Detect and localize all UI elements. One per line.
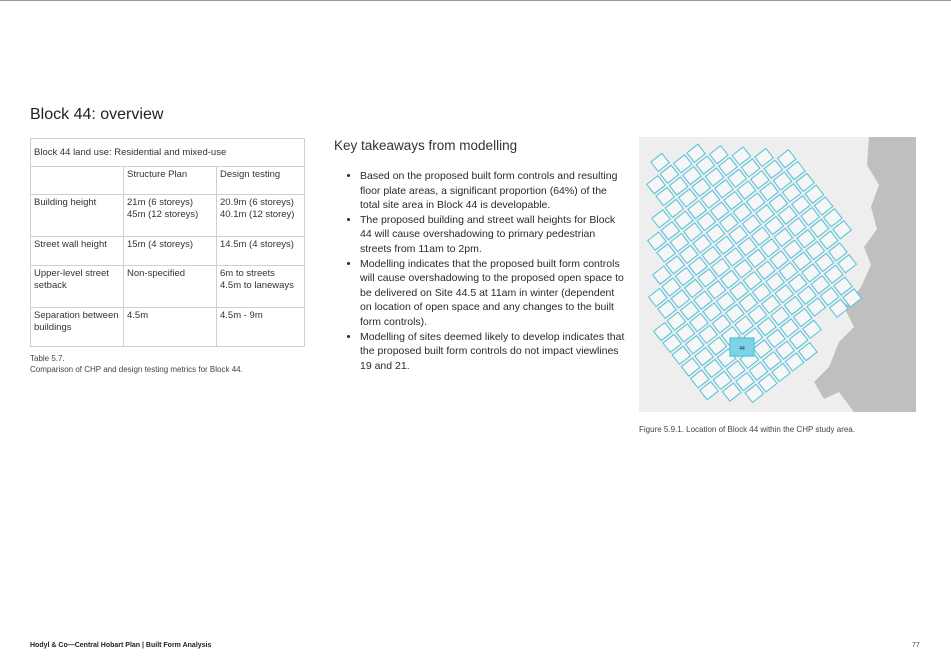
cell-line: 4.5m to laneways [220,280,294,291]
table-land-use-cell: Block 44 land use: Residential and mixed-use [31,139,305,167]
cell-line: 4.5m [127,310,149,321]
map-graphic [639,137,916,412]
table-row [31,266,305,308]
takeaways-heading: Key takeaways from modelling [334,138,518,153]
table-row [31,308,305,347]
design-testing-cell [217,266,305,308]
page-title: Block 44: overview [30,106,164,123]
row-label: Building height [31,195,124,237]
table-caption [30,353,243,375]
page-number: 77 [912,642,920,649]
cell-line: 20.9m (6 storeys) [220,197,294,208]
structure-plan-cell [124,237,217,266]
table-caption-number: Table 5.7. [30,354,65,363]
row-label: Street wall height [31,237,124,266]
takeaways-list [346,169,628,373]
table-caption-row [31,139,305,167]
study-area-map [639,137,916,412]
list-item: • Based on the proposed built form controls and resulting floor plate areas, a significant proportion (64%) of the total site area in Block 44 is developable. [360,169,628,213]
table-header-empty [31,167,124,195]
figure-caption: Figure 5.9.1. Location of Block 44 within the CHP study area. [639,425,855,434]
table-header-design-testing: Design testing [217,167,305,195]
structure-plan-cell [124,308,217,347]
cell-line: 15m (4 storeys) [127,239,193,250]
row-label: Separation between buildings [31,308,124,347]
table-row [31,195,305,237]
cell-line: 4.5m - 9m [220,310,263,321]
table-row [31,237,305,266]
table-caption-text: Comparison of CHP and design testing metrics for Block 44. [30,365,243,374]
block-44-label: 44 [739,346,745,352]
cell-line: Non-specified [127,268,186,279]
structure-plan-cell [124,195,217,237]
design-testing-cell [217,237,305,266]
design-testing-cell [217,195,305,237]
cell-line: 40.1m (12 storey) [220,209,295,220]
row-label: Upper-level street setback [31,266,124,308]
metrics-table [30,138,305,347]
structure-plan-cell [124,266,217,308]
table-header-structure-plan: Structure Plan [124,167,217,195]
footer-title: Hodyl & Co—Central Hobart Plan | Built Form Analysis [30,642,212,649]
cell-line: 14.5m (4 storeys) [220,239,294,250]
map-highlight-block [730,338,754,356]
design-testing-cell [217,308,305,347]
table-header-row [31,167,305,195]
list-item: • The proposed building and street wall heights for Block 44 will cause overshadowing to primary pedestrian streets from 11am to 2pm. [360,213,628,257]
cell-line: 45m (12 storeys) [127,209,199,220]
list-item: • Modelling indicates that the proposed built form controls will cause overshadowing to the proposed open space to be delivered on Site 44.5 at 11am in winter (dependent on location of open space and any changes to the built form controls). [360,257,628,330]
list-item: • Modelling of sites deemed likely to develop indicates that the proposed built form controls do not impact viewlines 19 and 21. [360,330,628,374]
cell-line: 6m to streets [220,268,275,279]
page-top-border [0,0,951,1]
cell-line: 21m (6 storeys) [127,197,193,208]
